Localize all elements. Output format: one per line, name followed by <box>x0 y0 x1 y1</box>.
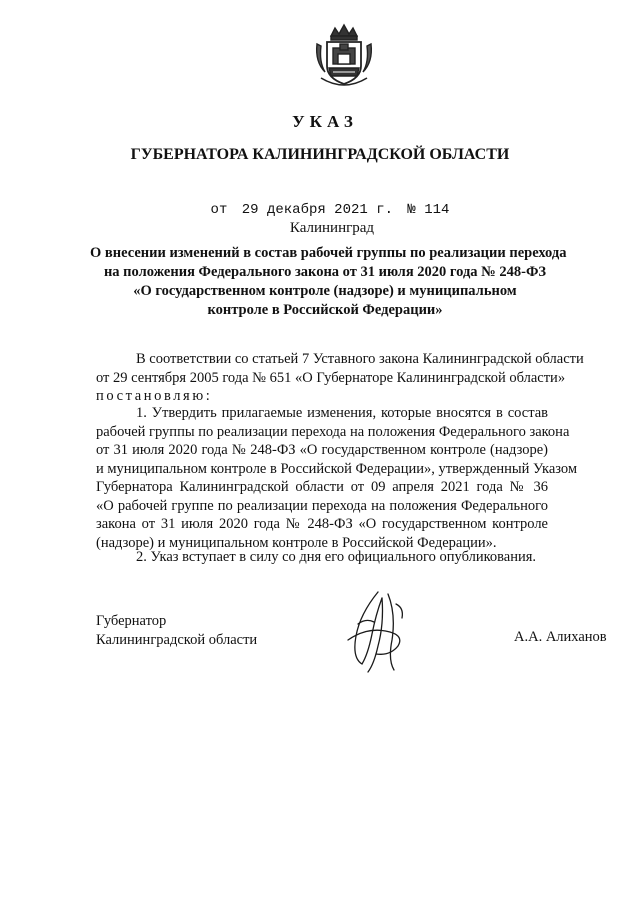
item-1-paragraph <box>96 404 578 552</box>
city: Калининград <box>289 220 375 236</box>
document-number: 114 <box>424 202 450 218</box>
preamble-paragraph <box>96 350 584 406</box>
body-line: «О рабочей группе по реализации перехода на положения Федерального <box>96 497 548 514</box>
body-line: от 29 сентября 2005 года № 651 «О Губернаторе Калининградской области» <box>96 369 566 386</box>
handwritten-signature-icon <box>338 584 418 680</box>
issuer-title: ГУБЕРНАТОРА КАЛИНИНГРАДСКОЙ ОБЛАСТИ <box>130 146 510 163</box>
item-2-paragraph <box>96 548 548 567</box>
subject-line: О внесении изменений в состав рабочей группы по реализации перехода <box>90 245 567 261</box>
number-label: № <box>407 202 416 218</box>
signatory-name: А.А. Алиханов <box>514 629 607 645</box>
document-heading: УКАЗ <box>292 112 358 131</box>
body-line: от 31 июля 2020 года № 248-ФЗ «О государственном контроле (надзоре) <box>96 442 548 458</box>
date-number-line <box>0 202 640 218</box>
body-line: В соответствии со статьей 7 Уставного закона Калининградской области <box>136 351 584 367</box>
body-line: Губернатора Калининградской области от 09 апреля 2021 года № 36 <box>96 479 548 495</box>
body-line: постановляю: <box>96 388 213 404</box>
document-subject <box>90 244 567 320</box>
body-line: (надзоре) и муниципальном контроле в Российской Федерации». <box>96 534 497 551</box>
subject-line: на положения Федерального закона от 31 июля 2020 года № 248-ФЗ <box>103 264 547 280</box>
body-line: 1. Утвердить прилагаемые изменения, которые вносятся в состав <box>136 405 548 421</box>
body-line: рабочей группы по реализации перехода на положения Федерального закона <box>96 423 570 440</box>
kaliningrad-coat-of-arms-icon <box>311 22 377 92</box>
body-line: закона от 31 июля 2020 года № 248-ФЗ «О государственном контроле <box>96 516 548 532</box>
subject-line: контроле в Российской Федерации» <box>207 302 443 318</box>
body-line: 2. Указ вступает в силу со дня его официального опубликования. <box>136 549 537 565</box>
date-prefix: от <box>210 202 228 218</box>
signatory-title-line: Калининградской области <box>96 632 258 648</box>
subject-line: «О государственном контроле (надзоре) и муниципальном <box>133 283 517 299</box>
signatory-title-line: Губернатор <box>96 613 167 629</box>
body-line: и муниципальном контроле в Российской Федерации», утвержденный Указом <box>96 460 578 477</box>
document-date: 29 декабря 2021 г. <box>241 202 393 218</box>
signatory-title <box>96 612 257 650</box>
